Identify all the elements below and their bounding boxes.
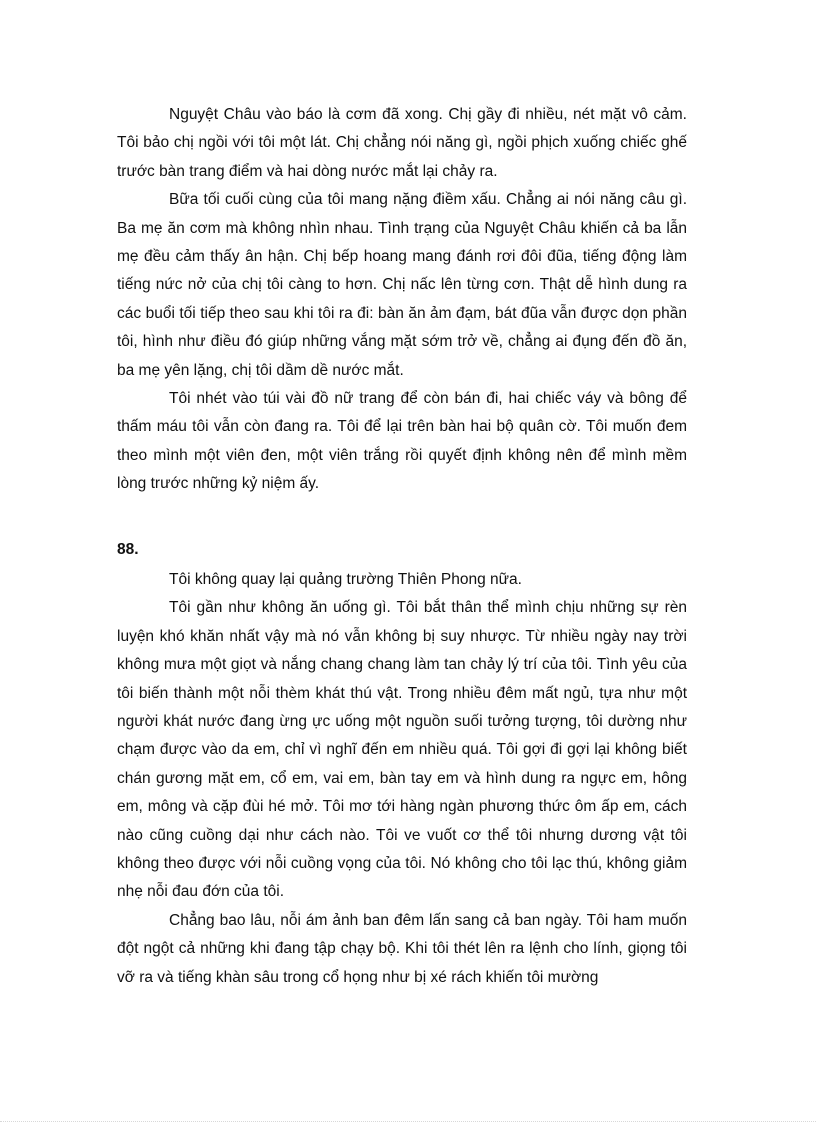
- paragraph-nguyet-chau: Nguyệt Châu vào báo là cơm đã xong. Chị gầy đi nhiều, nét mặt vô cảm. Tôi bảo chị ngồi với tôi một lát. Chị chẳng nói năng gì, ngồi phịch xuống chiếc ghế trước bàn trang điểm và hai dòng nước mắt lại chảy ra.: [117, 106, 687, 180]
- paragraph-thien-phong: Tôi không quay lại quảng trường Thiên Phong nữa.: [169, 571, 522, 588]
- page-edge-divider: [0, 1121, 816, 1122]
- chapter-number: 88.: [117, 541, 139, 558]
- text-section-1: [117, 101, 687, 499]
- paragraph-packing: Tôi nhét vào túi vài đồ nữ trang để còn bán đi, hai chiếc váy và bông để thấm máu tôi vẫn còn đang ra. Tôi để lại trên bàn hai bộ quân cờ. Tôi muốn đem theo mình một viên đen, một viên trắng rồi quyết định không nên để mình mềm lòng trước những kỷ niệm ấy.: [117, 390, 687, 493]
- paragraph-obsession: Chẳng bao lâu, nỗi ám ảnh ban đêm lấn sang cả ban ngày. Tôi ham muốn đột ngột cả những khi đang tập chạy bộ. Khi tôi thét lên ra lệnh cho lính, giọng tôi vỡ ra và tiếng khàn sâu trong cổ họng như bị xé rách khiến tôi mường: [117, 911, 687, 986]
- paragraph-longing: Tôi gần như không ăn uống gì. Tôi bắt thân thể mình chịu những sự rèn luyện khó khăn nhất vậy mà nó vẫn không bị suy nhược. Từ nhiều ngày nay trời không mưa một giọt và nắng chang chang làm tan chảy lý trí của tôi. Tình yêu của tôi biến thành một nỗi thèm khát thú vật. Trong nhiều đêm mất ngủ, tựa như một người khát nước đang ừng ực uống một nguồn suối tưởng tượng, tôi dường như chạm được vào da em, chỉ vì nghĩ đến em nhiều quá. Tôi gợi đi gợi lại không biết chán gương mặt em, cổ em, vai em, bàn tay em và hình dung ra ngực em, hông em, mông và cặp đùi hé mở. Tôi mơ tới hàng ngàn phương thức ôm ấp em, cách nào cũng cuồng dại như cách nào. Tôi ve vuốt cơ thể tôi nhưng dương vật tôi không theo được với nỗi cuồng vọng của tôi. Nó không cho tôi lạc thú, không giảm nhẹ nỗi đau đớn của tôi.: [117, 599, 687, 901]
- paragraph-last-dinner: Bữa tối cuối cùng của tôi mang nặng điềm xấu. Chẳng ai nói năng câu gì. Ba mẹ ăn cơm mà không nhìn nhau. Tình trạng của Nguyệt Châu khiến cả ba lẫn mẹ đều cảm thấy ân hận. Chị bếp hoang mang đánh rơi đôi đũa, tiếng động làm tiếng nức nở của chị tôi càng to hơn. Chị nấc lên từng cơn. Thật dễ hình dung ra các buổi tối tiếp theo sau khi tôi ra đi: bàn ăn ảm đạm, bát đũa vẫn được dọn phần tôi, hình như điều đó giúp những vắng mặt sớm trở về, chẳng ai đụng đến đồ ăn, ba mẹ yên lặng, chị tôi dầm dề nước mắt.: [117, 191, 687, 379]
- text-section-2: [117, 566, 687, 992]
